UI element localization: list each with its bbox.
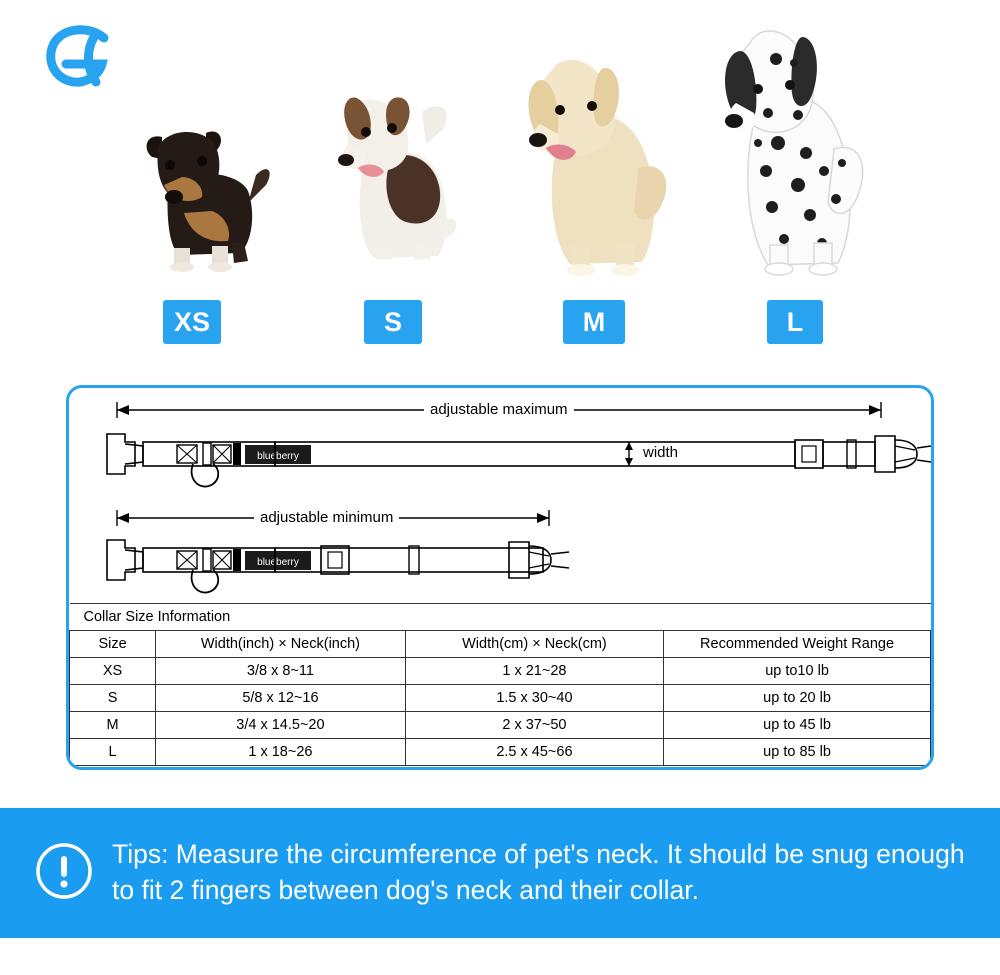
dog-illustration-m: [512, 18, 682, 288]
cell-cm: 1.5 x 30~40: [405, 685, 663, 712]
table-row: [70, 739, 931, 766]
size-badge-l: L: [767, 300, 823, 344]
tips-banner: [0, 808, 1000, 938]
cell-cm: 1 x 21~28: [405, 658, 663, 685]
cell-cm: 2 x 37~50: [405, 712, 663, 739]
table-header-weight: Recommended Weight Range: [664, 631, 931, 658]
cell-inch: 1 x 18~26: [156, 739, 406, 766]
size-table-wrapper: [69, 603, 931, 766]
table-header-size: Size: [70, 631, 156, 658]
width-label: width: [637, 444, 684, 461]
cell-inch: 5/8 x 12~16: [156, 685, 406, 712]
dog-illustration-xs: [128, 93, 278, 278]
cell-inch: 3/8 x 8~11: [156, 658, 406, 685]
cell-weight: up to 45 lb: [664, 712, 931, 739]
exclamation-circle-icon: [34, 841, 94, 906]
cell-size: S: [70, 685, 156, 712]
dog-size-illustrations: [0, 0, 1000, 300]
table-row: [70, 712, 931, 739]
dog-illustration-s: [322, 52, 472, 282]
collar-diagram: [69, 388, 931, 603]
cell-size: XS: [70, 658, 156, 685]
table-header-cm: Width(cm) × Neck(cm): [405, 631, 663, 658]
cell-weight: up to10 lb: [664, 658, 931, 685]
svg-text:blueberry: blueberry: [257, 557, 299, 568]
table-header-row: [70, 631, 931, 658]
tips-text: Tips: Measure the circumference of pet's neck. It should be snug enough to fit 2 fingers between dog's neck and their collar.: [112, 839, 965, 905]
size-badge-xs: XS: [163, 300, 221, 344]
table-row: [70, 685, 931, 712]
adjustable-minimum-label: adjustable minimum: [254, 509, 399, 526]
table-header-inch: Width(inch) × Neck(inch): [156, 631, 406, 658]
size-badge-s: S: [364, 300, 422, 344]
dog-illustration-l: [706, 3, 876, 288]
size-badge-m: M: [563, 300, 625, 344]
table-row: [70, 658, 931, 685]
cell-weight: up to 20 lb: [664, 685, 931, 712]
adjustable-maximum-label: adjustable maximum: [424, 401, 574, 418]
cell-inch: 3/4 x 14.5~20: [156, 712, 406, 739]
cell-size: L: [70, 739, 156, 766]
table-caption: Collar Size Information: [70, 604, 931, 631]
collar-brand-tag: blueberry: [257, 451, 299, 462]
cell-cm: 2.5 x 45~66: [405, 739, 663, 766]
table-caption-row: [70, 604, 931, 631]
cell-weight: up to 85 lb: [664, 739, 931, 766]
collar-diagram-card: [66, 385, 934, 770]
size-table: [69, 603, 931, 766]
cell-size: M: [70, 712, 156, 739]
